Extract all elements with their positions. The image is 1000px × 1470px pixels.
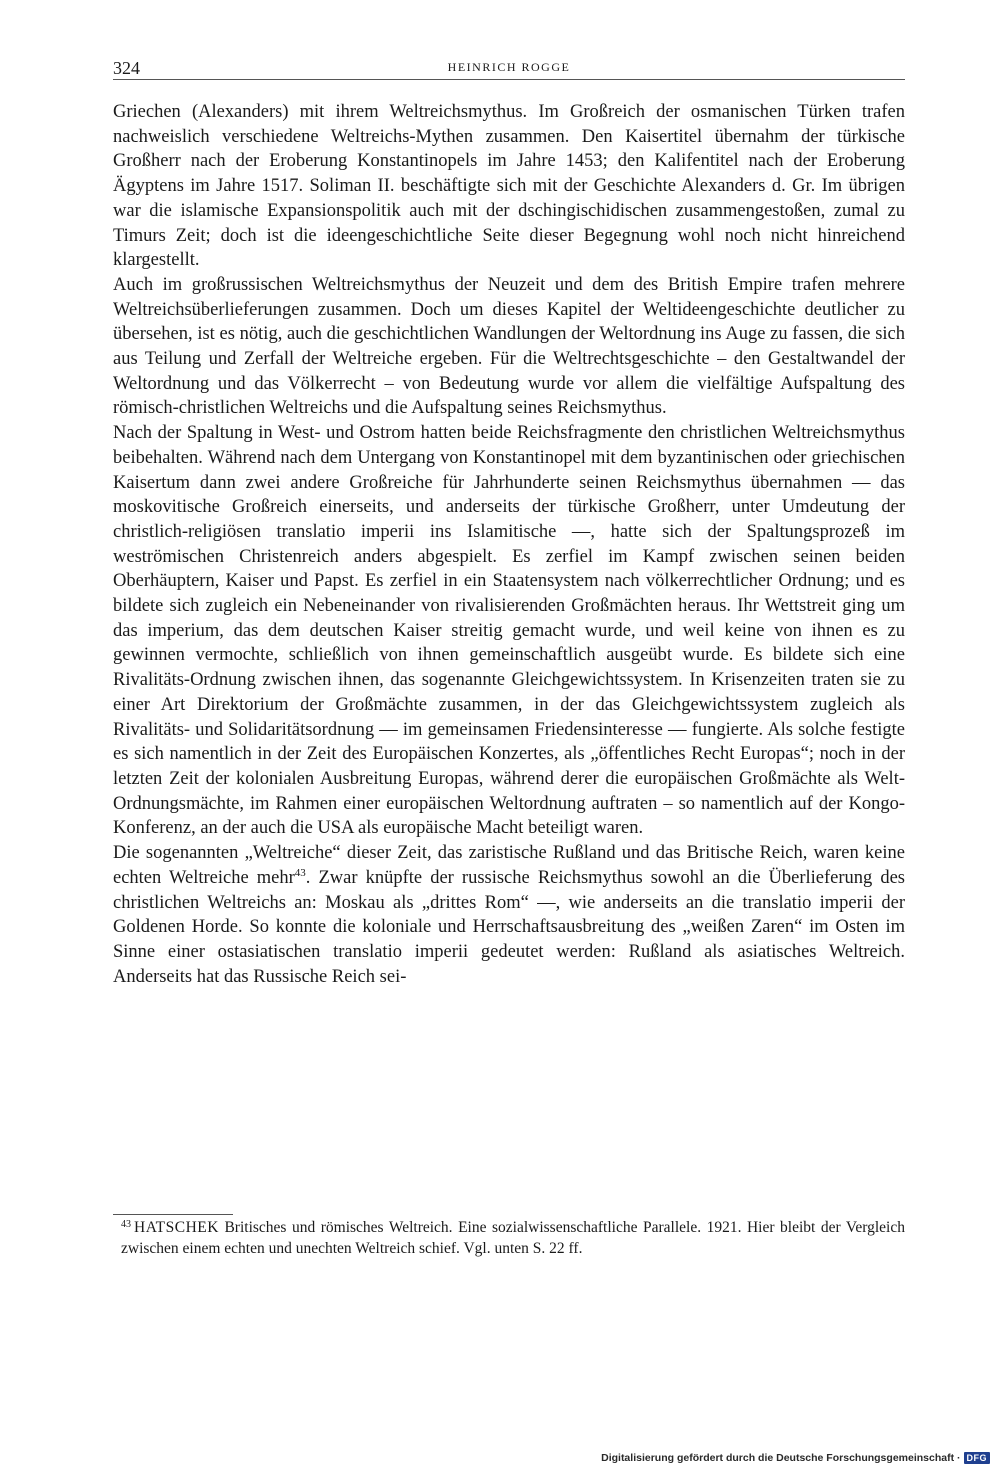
footnotes bbox=[113, 1218, 905, 1259]
footnote-text: Britisches und römisches Weltreich. Eine sozialwissenschaftliche Parallele. 1921. Hier bleibt der Vergleich zwischen einem echten und unechten Weltreich schief. Vgl. unten S. 22 ff. bbox=[121, 1219, 905, 1257]
running-title: HEINRICH ROGGE bbox=[447, 60, 571, 74]
paragraph bbox=[113, 841, 905, 989]
footnote-reference: 43 bbox=[294, 866, 306, 879]
body-text bbox=[113, 100, 905, 989]
digitization-credit bbox=[601, 1452, 990, 1464]
paragraph-text: Die sogenannten „Weltreiche“ dieser Zeit, das zaristische Rußland und das Britische Reich, waren keine echten Weltreiche mehr bbox=[113, 843, 905, 888]
footnote-rule bbox=[113, 1214, 233, 1215]
footnote-author: HATSCHEK bbox=[134, 1219, 219, 1236]
paragraph: Griechen (Alexanders) mit ihrem Weltreichsmythus. Im Großreich der osmanischen Türken trafen nachweislich verschiedene Weltreichs-Mythen zusammen. Den Kaisertitel übernahm der türkische Großherr nach der Eroberung Konstantinopels im Jahre 1453; den Kalifentitel nach der Eroberung Ägyptens im Jahre 1517. Soliman II. beschäftigte sich mit der Geschichte Alexanders d. Gr. Im übrigen war die islamische Expansionspolitik auch mit der dschingischidischen zusammengestoßen, zumal zu Timurs Zeit; doch ist die ideengeschichtliche Seite dieser Begegnung wohl noch nicht hinreichend klargestellt. bbox=[113, 102, 905, 271]
header-rule bbox=[113, 79, 905, 80]
paragraph: Nach der Spaltung in West- und Ostrom hatten beide Reichsfragmente den christlichen Weltreichsmythus beibehalten. Während nach dem Untergang von Konstantinopel mit dem byzantinischen oder griechischen Kaisertum dann zwei andere Großreiche für Jahrhunderte seinen Reichsmythus übernahmen — das moskovitische Großreich einerseits, und anderseits der türkische Großherr, unter Umdeutung der christlich-religiösen translatio imperii ins Islamitische —, hatte sich der Spaltungsprozeß im weströmischen Christenreich anders abgespielt. Es zerfiel im Kampf zwischen seinen beiden Oberhäuptern, Kaiser und Papst. Es zerfiel in ein Staatensystem nach völkerrechtlicher Ordnung; und es bildete sich zugleich ein Nebeneinander von rivalisierenden Großmächten heraus. Ihr Wettstreit ging um das imperium, das dem deutschen Kaiser streitig gemacht wurde, und weil keine von ihnen es zu gewinnen vermochte, schließlich von ihnen gemeinschaftlich ausgeübt wurde. Es bildete sich eine Rivalitäts-Ordnung zwischen ihnen, das sogenannte Gleichgewichtssystem. In Krisenzeiten traten sie zu einer Art Direktorium der Großmächte zusammen, in der das Gleichgewichtssystem zugleich als Rivalitäts- und Solidaritätsordnung — im gemeinsamen Friedensinteresse — fungierte. Als solche festigte es sich namentlich in der Zeit des Europäischen Konzertes, als „öffentliches Recht Europas“; noch in der letzten Zeit der kolonialen Ausbreitung Europas, während derer die europäischen Großmächte als Welt-Ordnungsmächte, im Rahmen einer europäischen Weltordnung auftraten – so namentlich auf der Kongo-Konferenz, an der auch die USA als europäische Macht beteiligt waren. bbox=[113, 423, 905, 839]
footnote bbox=[113, 1218, 905, 1259]
footnote-mark: 43 bbox=[121, 1219, 131, 1230]
running-head bbox=[113, 58, 905, 80]
dfg-logo: DFG bbox=[964, 1452, 991, 1464]
paragraph: Auch im großrussischen Weltreichsmythus der Neuzeit und dem des British Empire trafen mehrere Weltreichsüberlieferungen zusammen. Doch um dieses Kapitel der Weltideengeschichte deutlicher zu übersehen, ist es nötig, auch die geschichtlichen Wandlungen der Weltordnung ins Auge zu fassen, die sich aus Teilung und Zerfall der Weltreiche ergeben. Für die Weltrechtsgeschichte – den Gestaltwandel der Weltordnung und das Völkerrecht – von Bedeutung wurde vor allem die vielfältige Aufspaltung des römisch-christlichen Weltreichs und die Aufspaltung seines Reichsmythus. bbox=[113, 274, 905, 419]
page-number: 324 bbox=[113, 58, 140, 78]
paragraph-text: . Zwar knüpfte der russische Reichsmythus sowohl an die Überlieferung des christlichen Weltreichs an: Moskau als „drittes Rom“ —, wie anderseits an die translatio imperii der Goldenen Horde. So konnte die koloniale und Herrschaftsausbreitung des „weißen Zaren“ im Osten im Sinne einer ostasiatischen translatio imperii gedeutet werden: Rußland als asiatisches Weltreich. Anderseits hat das Russische Reich sei- bbox=[113, 867, 905, 987]
credit-text: Digitalisierung gefördert durch die Deutsche Forschungsgemeinschaft · bbox=[601, 1452, 961, 1464]
